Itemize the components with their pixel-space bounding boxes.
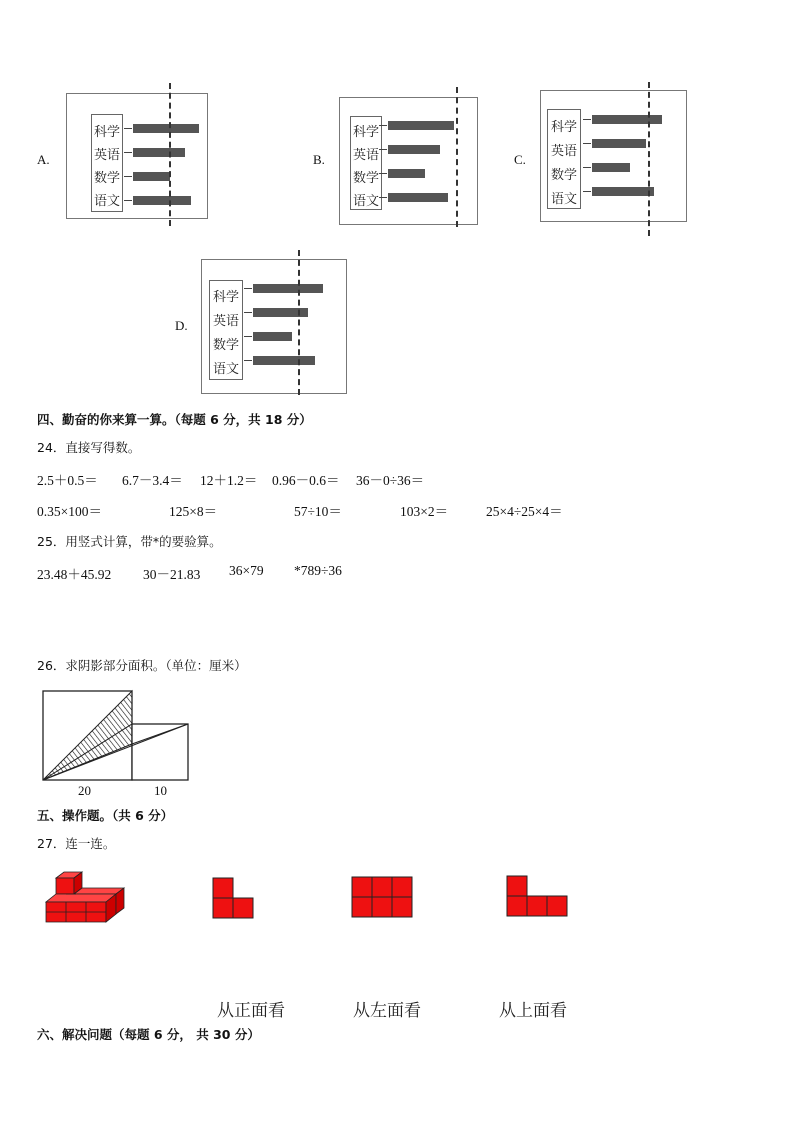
bar-connector — [379, 125, 387, 126]
view-label-front: 从正面看 — [217, 1001, 285, 1021]
subject-label: 语文 — [212, 362, 239, 377]
cube-stack-figure — [44, 864, 128, 924]
bar-connector — [244, 288, 252, 289]
bar-科学 — [592, 115, 662, 124]
bar-数学 — [388, 169, 425, 178]
subject-label: 语文 — [93, 194, 120, 209]
view-label-top: 从上面看 — [499, 1001, 567, 1021]
bar-connector — [379, 197, 387, 198]
calc-item: 6.7－3.4＝ — [122, 473, 183, 488]
bar-语文 — [133, 196, 191, 205]
q26-title: 26．求阴影部分面积。（单位：厘米） — [37, 658, 247, 673]
small-square — [132, 724, 188, 780]
subject-label: 英语 — [352, 148, 379, 163]
bar-语文 — [388, 193, 448, 202]
subject-label: 数学 — [93, 171, 120, 186]
subject-box — [209, 280, 243, 380]
dimension-label: 20 — [78, 783, 91, 798]
option-d-chart — [201, 259, 347, 394]
vertical-calc-item: 30－21.83 — [143, 567, 201, 582]
bar-connector — [583, 143, 591, 144]
option-c-chart — [540, 90, 687, 222]
option-b-label[interactable]: B. — [313, 152, 325, 167]
vertical-calc-item: *789÷36 — [294, 563, 342, 578]
shaded-area-figure — [38, 688, 194, 802]
subject-label: 数学 — [550, 168, 577, 183]
dimension-label: 10 — [154, 783, 167, 798]
bar-connector — [244, 360, 252, 361]
calc-item: 12＋1.2＝ — [200, 473, 258, 488]
bar-语文 — [592, 187, 654, 196]
bar-connector — [583, 119, 591, 120]
bar-connector — [124, 176, 132, 177]
vertical-calc-item: 23.48＋45.92 — [37, 567, 112, 582]
subject-label: 科学 — [212, 290, 239, 305]
subject-label: 科学 — [93, 125, 120, 140]
view-shape-1 — [212, 877, 256, 919]
view-shape-3 — [506, 875, 568, 917]
bar-connector — [124, 152, 132, 153]
subject-label: 语文 — [352, 194, 379, 209]
vertical-calc-item: 36×79 — [229, 563, 264, 578]
calc-item: 0.96－0.6＝ — [272, 473, 340, 488]
view-label-left: 从左面看 — [353, 1001, 421, 1021]
bar-数学 — [592, 163, 630, 172]
subject-box — [350, 116, 382, 210]
bar-数学 — [253, 332, 292, 341]
bar-connector — [244, 336, 252, 337]
bar-科学 — [388, 121, 454, 130]
view-shape-2 — [351, 876, 413, 918]
section-5-heading: 五、操作题。（共 6 分） — [37, 808, 174, 823]
section-4-heading: 四、勤奋的你来算一算。（每题 6 分，共 18 分） — [37, 412, 312, 427]
option-a-label[interactable]: A. — [37, 152, 50, 167]
subject-box — [91, 114, 123, 212]
bar-英语 — [133, 148, 185, 157]
calc-item: 103×2＝ — [400, 504, 449, 519]
bar-connector — [124, 128, 132, 129]
subject-label: 英语 — [212, 314, 239, 329]
subject-label: 语文 — [550, 192, 577, 207]
calc-item: 0.35×100＝ — [37, 504, 102, 519]
calc-item: 36－0÷36＝ — [356, 473, 425, 488]
bar-科学 — [253, 284, 323, 293]
subject-label: 数学 — [352, 171, 379, 186]
dashed-line — [648, 82, 650, 236]
option-a-chart — [66, 93, 208, 219]
calc-item: 25×4÷25×4＝ — [486, 504, 563, 519]
calc-item: 57÷10＝ — [294, 504, 342, 519]
calc-item: 125×8＝ — [169, 504, 218, 519]
dashed-line — [169, 83, 171, 226]
bar-数学 — [133, 172, 170, 181]
bar-英语 — [388, 145, 440, 154]
option-d-label[interactable]: D. — [175, 318, 188, 333]
subject-label: 英语 — [93, 148, 120, 163]
q24-title: 24．直接写得数。 — [37, 440, 141, 455]
subject-label: 科学 — [550, 120, 577, 135]
bar-connector — [244, 312, 252, 313]
bar-connector — [124, 200, 132, 201]
q27-title: 27．连一连。 — [37, 836, 116, 851]
bar-connector — [379, 173, 387, 174]
calc-item: 2.5＋0.5＝ — [37, 473, 98, 488]
section-6-heading: 六、解决问题（每题 6 分， 共 30 分） — [37, 1027, 260, 1042]
subject-box — [547, 109, 581, 209]
dashed-line — [298, 250, 300, 395]
subject-label: 数学 — [212, 338, 239, 353]
bar-科学 — [133, 124, 199, 133]
bar-英语 — [592, 139, 646, 148]
subject-label: 英语 — [550, 144, 577, 159]
bar-语文 — [253, 356, 315, 365]
bar-connector — [379, 149, 387, 150]
bar-connector — [583, 191, 591, 192]
bar-connector — [583, 167, 591, 168]
subject-label: 科学 — [352, 125, 379, 140]
dashed-line — [456, 87, 458, 227]
option-c-label[interactable]: C. — [514, 152, 526, 167]
q25-title: 25．用竖式计算，带*的要验算。 — [37, 534, 222, 549]
